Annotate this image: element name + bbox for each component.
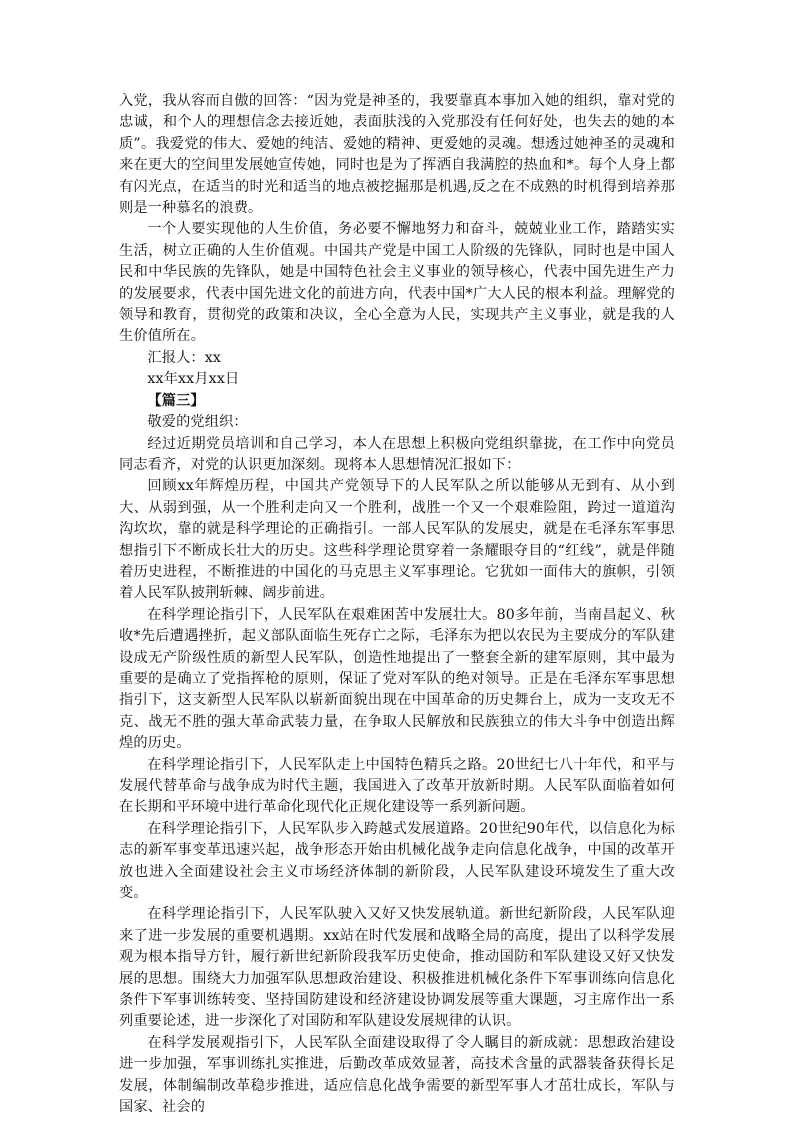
reporter-line: 汇报人：xx bbox=[147, 349, 222, 366]
document-page bbox=[119, 91, 675, 1119]
paragraph-elite-path: 在科学理论指引下，人民军队走上中国特色精兵之路。20世纪七八十年代，和平与发展代替革命与战争成为时代主题，我国进入了改革开放新时期。人民军队面临着如何在长期和平环境中进行革命化现代化正规化建设等一系列新问题。 bbox=[119, 756, 675, 816]
paragraph-fast-track: 在科学理论指引下，人民军队驶入又好又快发展轨道。新世纪新阶段，人民军队迎来了进一步发展的重要机遇期。xx站在时代发展和战略全局的高度，提出了以科学发展观为根本指导方针，履行新世纪新阶段我军历史使命，推动国防和军队建设又好又快发展的思想。围绕大力加强军队思想政治建设、积极推进机械化条件下军事训练向信息化条件下军事训练转变、坚持国防建设和经济建设协调发展等重大课题，习主席作出一系列重要论述，进一步深化了对国防和军队建设发展规律的认识。 bbox=[119, 906, 675, 1030]
paragraph-intro: 经过近期党员培训和自己学习，本人在思想上积极向党组织靠拢，在工作中向党员同志看齐，对党的认识更加深刻。现将本人思想情况汇报如下： bbox=[119, 435, 675, 473]
paragraph-hardship: 在科学理论指引下，人民军队在艰难困苦中发展壮大。80多年前，当南昌起义、秋收*先后遭遇挫折，起义部队面临生死存亡之际，毛泽东为把以农民为主要成分的军队建设成无产阶级性质的新型人民军队，创造性地提出了一整套全新的建军原则，其中最为重要的是确立了党指挥枪的原则，保证了党对军队的绝对领导。正是在毛泽东军事思想指引下，这支新型人民军队以崭新面貌出现在中国革命的历史舞台上，成为一支攻无不克、战无不胜的强大革命武装力量，在争取人民解放和民族独立的伟大斗争中创造出辉煌的历史。 bbox=[119, 606, 675, 752]
paragraph-1: 入党，我从容而自傲的回答：“因为党是神圣的，我要靠真本事加入她的组织，靠对党的忠诚，和个人的理想信念去接近她，表面肤浅的入党那没有任何好处，也失去的她的本质”。我爱党的伟大、爱她的纯洁、爱她的精神、更爱她的灵魂。想透过她神圣的灵魂和来在更大的空间里发展她宣传她，同时也是为了挥洒自我满腔的热血和*。每个人身上都有闪光点，在适当的时光和适当的地点被挖掘那是机遇,反之在不成熟的时机得到培养那则是一种慕名的浪费。 bbox=[119, 93, 675, 217]
section-title: 【篇三】 bbox=[147, 392, 205, 409]
paragraph-2: 一个人要实现他的人生价值，务必要不懈地努力和奋斗，兢兢业业工作，踏踏实实生活，树立正确的人生价值观。中国共产党是中国工人阶级的先锋队，同时也是中国人民和中华民族的先锋队，她是中国特色社会主义事业的领导核心，代表中国先进生产力的发展要求，代表中国先进文化的前进方向，代表中国*广大人民的根本利益。理解党的领导和教育，贯彻党的政策和决议，全心全意为人民，实现共产主义事业，就是我的人生价值所在。 bbox=[119, 221, 675, 345]
paragraph-achievements: 在科学发展观指引下，人民军队全面建设取得了令人瞩目的新成就：思想政治建设进一步加强，军事训练扎实推进，后勤改革成效显著，高技术含量的武器装备获得长足发展，体制编制改革稳步推进，适应信息化战争需要的新型军事人才茁壮成长，军队与国家、社会的 bbox=[119, 1034, 675, 1116]
salutation: 敬爱的党组织： bbox=[147, 414, 248, 431]
paragraph-leap: 在科学理论指引下，人民军队步入跨越式发展道路。20世纪90年代，以信息化为标志的新军事变革迅速兴起，战争形态开始由机械化战争走向信息化战争，中国的改革开放也进入全面建设社会主义市场经济体制的新阶段，人民军队建设环境发生了重大改变。 bbox=[119, 820, 675, 902]
paragraph-history: 回顾xx年辉煌历程，中国共产党领导下的人民军队之所以能够从无到有、从小到大、从弱到强，从一个胜利走向又一个胜利，战胜一个又一个艰难险阻，跨过一道道沟沟坎坎，靠的就是科学理论的正确指引。一部人民军队的发展史，就是在毛泽东军事思想指引下不断成长壮大的历史。这些科学理论贯穿着一条耀眼夺目的“红线”，就是伴随着历史进程，不断推进的中国化的马克思主义军事理论。它犹如一面伟大的旗帜，引领着人民军队披荆斩棘、阔步前进。 bbox=[119, 478, 675, 602]
date-line: xx年xx月xx日 bbox=[147, 371, 240, 388]
